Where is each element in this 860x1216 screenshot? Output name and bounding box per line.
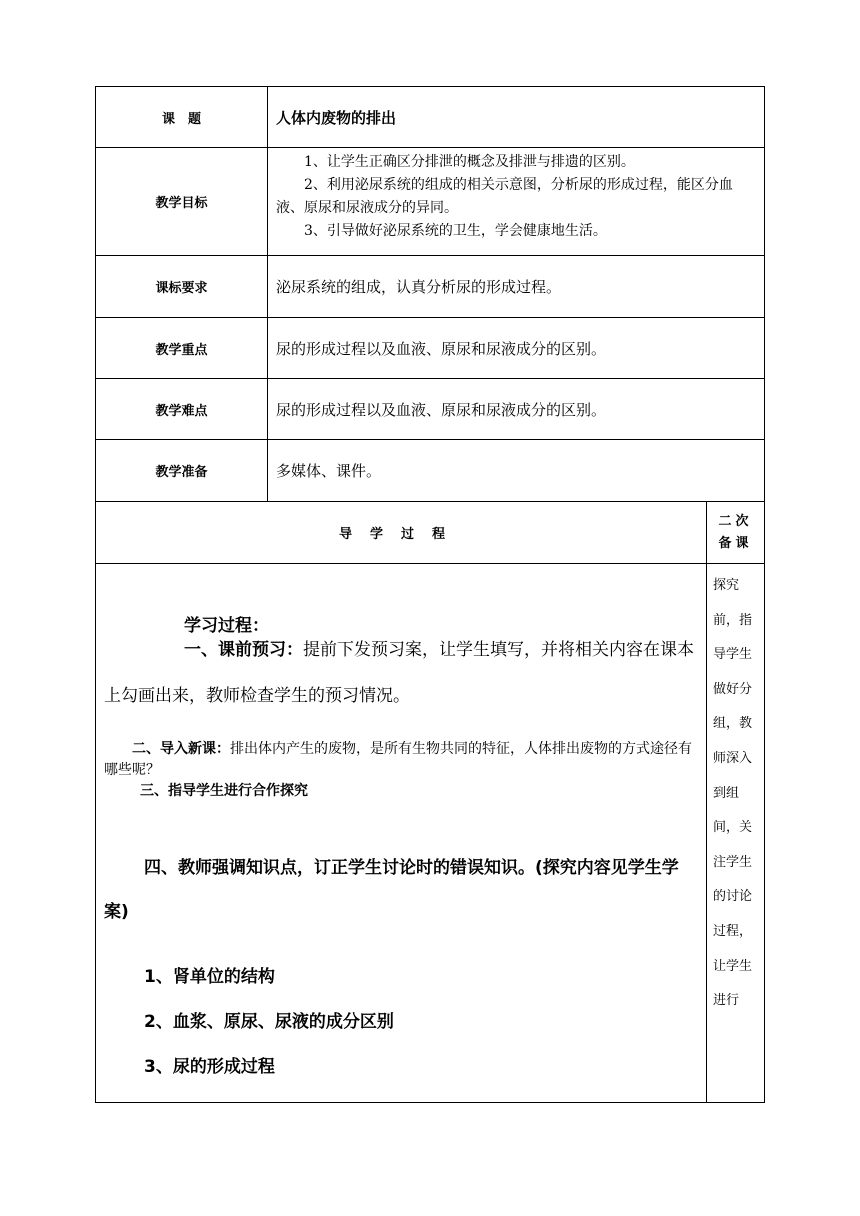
- side-note: 探究前，指导学生做好分组，教师深入到组间，关注学生的讨论过程，让学生进行: [713, 578, 753, 1009]
- row-difficult-points: [96, 379, 764, 440]
- difficult-points-value: 尿的形成过程以及血液、原尿和尿液成分的区别。: [276, 400, 607, 419]
- standard-value: 泌尿系统的组成，认真分析尿的形成过程。: [276, 278, 562, 296]
- row-standard: [96, 256, 764, 318]
- row-goals: [96, 148, 764, 256]
- lesson-plan-table: [95, 86, 765, 1103]
- step-preview: [104, 627, 698, 719]
- goal-item: 3、引导做好泌尿系统的卫生，学会健康地生活。: [304, 223, 607, 239]
- preparation-value: 多媒体、课件。: [276, 462, 382, 480]
- step-intro: [104, 739, 698, 781]
- row-preparation: [96, 440, 764, 502]
- step-explore: 三、指导学生进行合作探究: [140, 783, 308, 799]
- standard-label: 课标要求: [96, 256, 268, 317]
- point-item: 1、肾单位的结构: [144, 967, 275, 987]
- second-prep-header: 二次备课: [718, 513, 753, 551]
- topic-value: 人体内废物的排出: [276, 108, 397, 127]
- goal-item: 2、利用泌尿系统的组成的相关示意图，分析尿的形成过程，能区分血液、原尿和尿液成分的异同。: [276, 177, 733, 216]
- row-key-points: [96, 318, 764, 379]
- point-item: 2、血浆、原尿、尿液的成分区别: [144, 1012, 394, 1032]
- process-header: 导学过程: [96, 502, 707, 563]
- key-points-label: 教学重点: [96, 318, 268, 378]
- second-prep-notes: [707, 564, 764, 1102]
- process-title: 学习过程：: [184, 616, 269, 636]
- point-item: 3、尿的形成过程: [144, 1057, 275, 1077]
- row-process-header: [96, 502, 764, 564]
- difficult-points-label: 教学难点: [96, 379, 268, 439]
- topic-label: 课 题: [96, 87, 268, 147]
- step-preview-label: 一、课前预习：: [184, 640, 303, 660]
- step-emphasis: 四、教师强调知识点，订正学生讨论时的错误知识。(探究内容见学生学案): [104, 858, 679, 922]
- step-intro-text: 排出体内产生的废物，是所有生物共同的特征，人体排出废物的方式途径有哪些呢？: [104, 741, 692, 778]
- goal-item: 1、让学生正确区分排泄的概念及排泄与排遗的区别。: [304, 154, 635, 170]
- preparation-label: 教学准备: [96, 440, 268, 501]
- goals-label: 教学目标: [96, 148, 268, 255]
- goals-list: [276, 151, 758, 243]
- row-topic: [96, 87, 764, 148]
- step-intro-label: 二、导入新课：: [132, 741, 230, 757]
- process-body: [96, 564, 707, 1102]
- step-preview-text: 提前下发预习案，让学生填写，并将相关内容在课本上勾画出来，教师检查学生的预习情况。: [104, 640, 694, 706]
- key-points-value: 尿的形成过程以及血液、原尿和尿液成分的区别。: [276, 339, 607, 358]
